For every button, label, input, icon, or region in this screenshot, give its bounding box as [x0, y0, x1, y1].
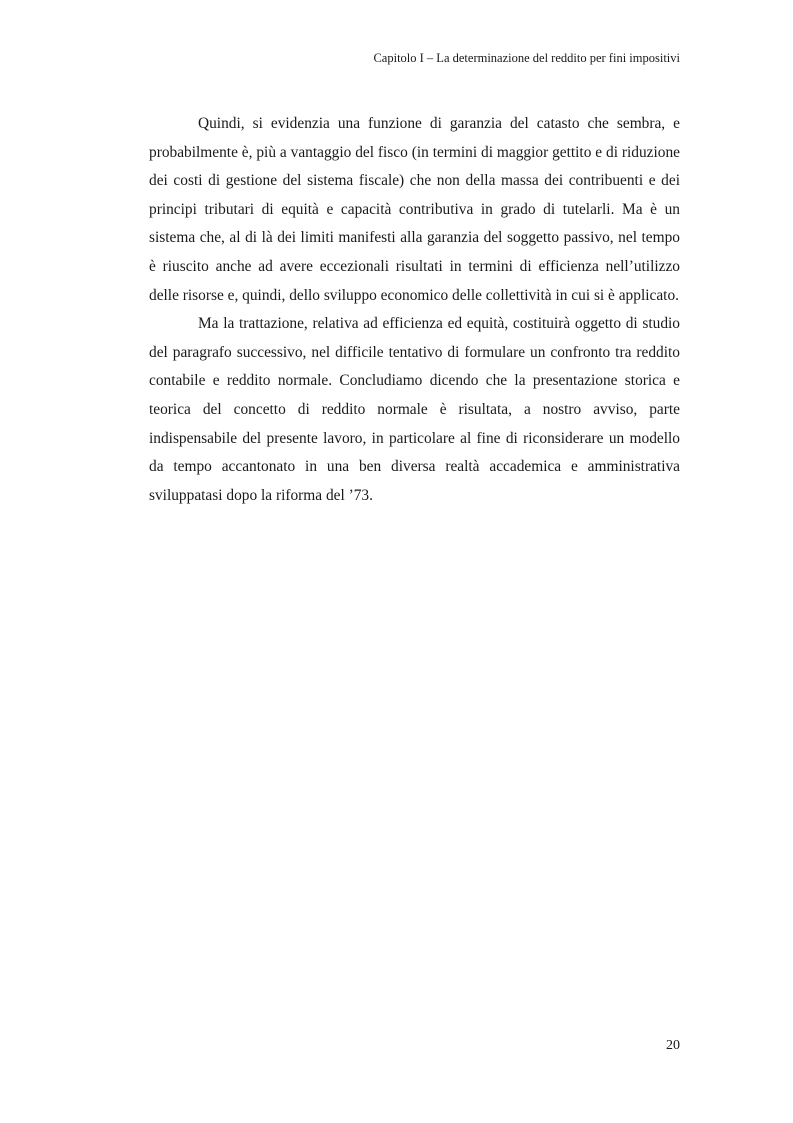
- body-text: [149, 110, 680, 510]
- paragraph: Ma la trattazione, relativa ad efficienza ed equità, costituirà oggetto di studio del paragrafo successivo, nel difficile tentativo di formulare un confronto tra reddito contabile e reddito normale. Concludiamo dicendo che la presentazione storica e teorica del concetto di reddito normale è risultata, a nostro avviso, parte indispensabile del presente lavoro, in particolare al fine di riconsiderare un modello da tempo accantonato in una ben diversa realtà accademica e amministrativa sviluppatasi dopo la riforma del ’73.: [149, 315, 680, 504]
- running-header: Capitolo I – La determinazione del reddito per fini impositivi: [373, 51, 680, 65]
- page-number: 20: [666, 1038, 680, 1053]
- paragraph: Quindi, si evidenzia una funzione di garanzia del catasto che sembra, e probabilmente è, più a vantaggio del fisco (in termini di maggior gettito e di riduzione dei costi di gestione del sistema fiscale) che non della massa dei contribuenti e dei principi tributari di equità e capacità contributiva in grado di tutelarli. Ma è un sistema che, al di là dei limiti manifesti alla garanzia del soggetto passivo, nel tempo è riuscito anche ad avere eccezionali risultati in termini di efficienza nell’utilizzo delle risorse e, quindi, dello sviluppo economico delle collettività in cui si è applicato.: [149, 115, 680, 304]
